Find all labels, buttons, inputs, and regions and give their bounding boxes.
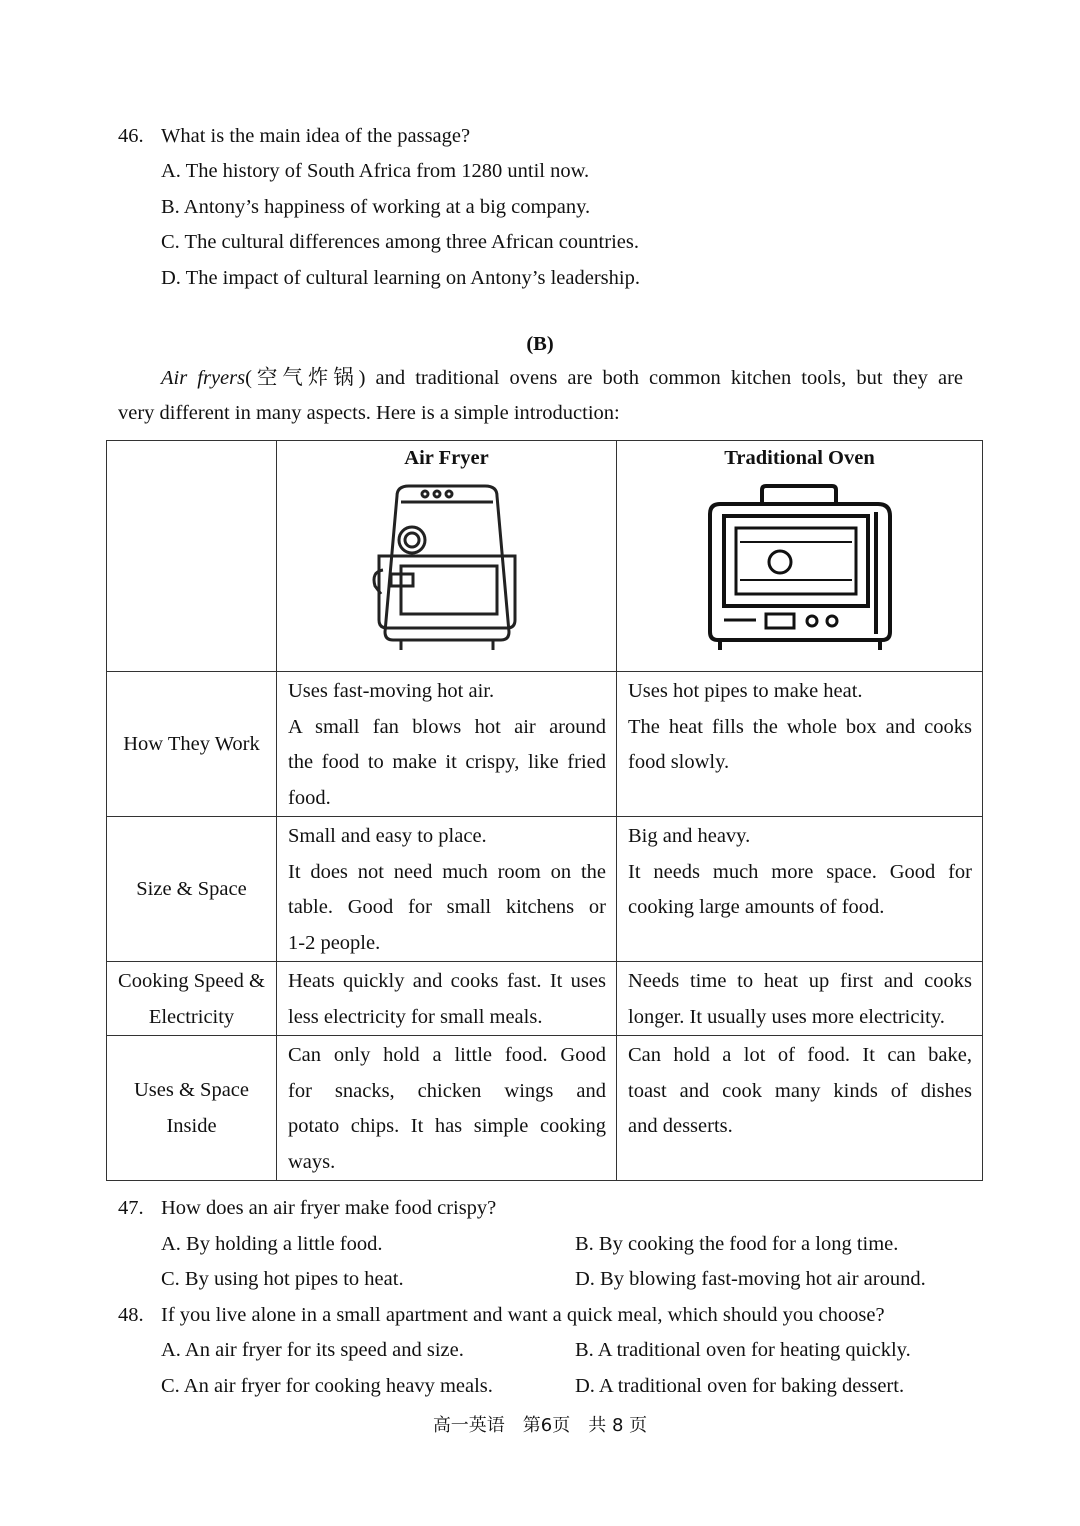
cell-line: potato chips. It has simple cooking xyxy=(288,1115,606,1137)
q46-option-a: A. The history of South Africa from 1280 until now. xyxy=(161,160,590,182)
cell-line: ways. xyxy=(288,1150,336,1173)
cell-line: food. xyxy=(288,786,331,809)
q46-option-d: D. The impact of cultural learning on Antony’s leadership. xyxy=(161,267,640,289)
cell-line: Small and easy to place. xyxy=(288,825,487,847)
row-label-text: Cooking Speed & Electricity xyxy=(118,969,265,1028)
oven-icon xyxy=(700,482,900,658)
q48-option-c: C. An air fryer for cooking heavy meals. xyxy=(161,1375,493,1397)
cell-line: Needs time to heat up first and cooks xyxy=(628,970,972,992)
intro-line-1 xyxy=(161,364,963,392)
q47-option-a: A. By holding a little food. xyxy=(161,1233,383,1255)
page-footer: 高一英语 第6页 共 8 页 xyxy=(432,1415,648,1436)
q47-question: How does an air fryer make food crispy? xyxy=(161,1197,497,1219)
cell-line: 1-2 people. xyxy=(288,931,381,954)
intro-italic-term: Air fryers xyxy=(161,367,246,389)
cell-line: Big and heavy. xyxy=(628,825,751,847)
cell-line: The heat fills the whole box and cooks xyxy=(628,715,972,738)
table-row xyxy=(107,817,983,962)
q48-question: If you live alone in a small apartment and want a quick meal, which should you choose? xyxy=(161,1304,885,1326)
header-oven-label: Traditional Oven xyxy=(724,447,875,469)
q47-option-c: C. By using hot pipes to heat. xyxy=(161,1268,404,1290)
cell-line: cooking large amounts of food. xyxy=(628,896,885,918)
q46-number: 46. xyxy=(118,125,144,147)
cell-line: the food to make it crispy, like fried xyxy=(288,751,606,773)
q46-option-b: B. Antony’s happiness of working at a big company. xyxy=(161,196,591,218)
intro-line-2: very different in many aspects. Here is a simple introduction: xyxy=(118,402,620,424)
cell-air-fryer-how xyxy=(277,672,617,817)
header-air-fryer-label: Air Fryer xyxy=(404,447,489,469)
q48-option-a: A. An air fryer for its speed and size. xyxy=(161,1339,464,1361)
q47-option-b: B. By cooking the food for a long time. xyxy=(575,1233,899,1255)
table-row xyxy=(107,1036,983,1181)
cell-line: toast and cook many kinds of dishes xyxy=(628,1079,972,1102)
cell-oven-uses xyxy=(617,1036,983,1181)
comparison-table xyxy=(106,440,983,1181)
cell-line: less electricity for small meals. xyxy=(288,1005,543,1028)
cell-line: It needs much more space. Good for xyxy=(628,860,972,883)
section-label: (B) xyxy=(526,333,554,355)
cell-line: food slowly. xyxy=(628,751,730,773)
cell-oven-speed xyxy=(617,962,983,1036)
cell-line: A small fan blows hot air around xyxy=(288,715,606,738)
table-header-row xyxy=(107,441,983,672)
cell-air-fryer-size xyxy=(277,817,617,962)
cell-line: Uses hot pipes to make heat. xyxy=(628,680,863,702)
q47-number: 47. xyxy=(118,1197,144,1219)
cell-line: longer. It usually uses more electricity. xyxy=(628,1005,945,1028)
cell-air-fryer-speed xyxy=(277,962,617,1036)
row-label-how-they-work: How They Work xyxy=(107,672,277,817)
table-row xyxy=(107,672,983,817)
row-label-text: Uses & Space Inside xyxy=(133,1079,249,1137)
cell-line: for snacks, chicken wings and xyxy=(288,1079,606,1102)
header-oven xyxy=(617,441,983,672)
intro-line-1-rest: (空气炸锅) and traditional ovens are both common kitchen tools, but they are xyxy=(245,367,963,389)
cell-line: It does not need much room on the xyxy=(288,860,606,883)
air-fryer-icon xyxy=(357,482,537,660)
cell-oven-how xyxy=(617,672,983,817)
row-label-uses-space xyxy=(107,1036,277,1181)
cell-line: Can only hold a little food. Good xyxy=(288,1044,606,1066)
q48-option-d: D. A traditional oven for baking dessert. xyxy=(575,1375,905,1397)
q48-number: 48. xyxy=(118,1304,144,1326)
cell-line: Can hold a lot of food. It can bake, xyxy=(628,1044,972,1066)
q48-option-b: B. A traditional oven for heating quickly. xyxy=(575,1339,911,1361)
header-air-fryer xyxy=(277,441,617,672)
q46-question: What is the main idea of the passage? xyxy=(161,125,471,147)
cell-oven-size xyxy=(617,817,983,962)
cell-air-fryer-uses xyxy=(277,1036,617,1181)
cell-line: table. Good for small kitchens or xyxy=(288,896,606,918)
table-row xyxy=(107,962,983,1036)
q47-option-d: D. By blowing fast-moving hot air around. xyxy=(575,1268,926,1290)
q46-option-c: C. The cultural differences among three African countries. xyxy=(161,231,639,253)
row-label-speed-electricity xyxy=(107,962,277,1036)
cell-line: Heats quickly and cooks fast. It uses xyxy=(288,970,606,992)
header-empty-cell xyxy=(107,441,277,672)
row-label-size-space: Size & Space xyxy=(107,817,277,962)
cell-line: and desserts. xyxy=(628,1115,733,1137)
cell-line: Uses fast-moving hot air. xyxy=(288,680,495,702)
